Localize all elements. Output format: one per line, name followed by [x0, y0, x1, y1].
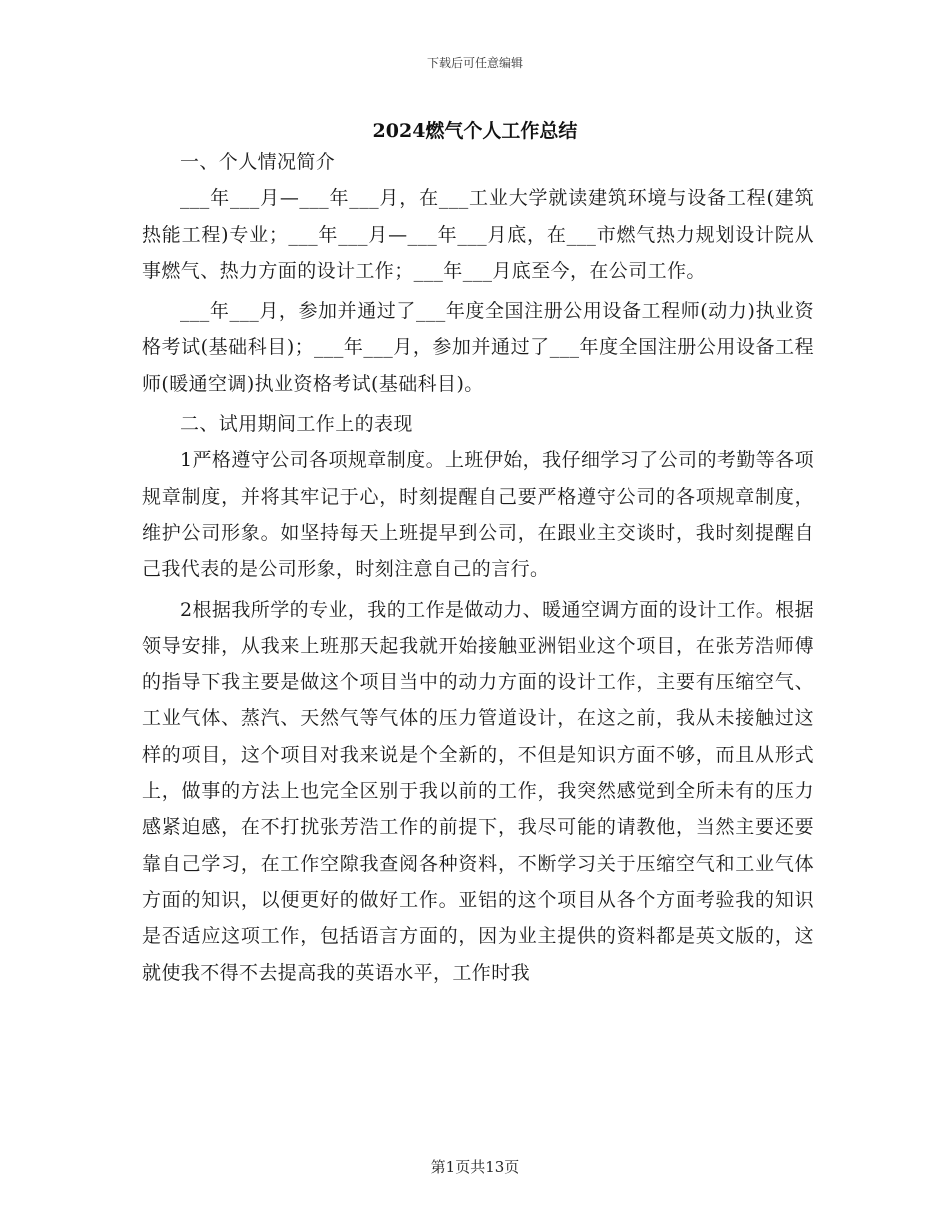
page-footer: 第1页共13页 [430, 1158, 520, 1176]
section-1-paragraph-2: ___年___月，参加并通过了___年度全国注册公用设备工程师(动力)执业资格考试(基础科目)；___年___月，参加并通过了___年度全国注册公用设备工程师(暖通空调)执业资格考试(基础科目)。 [142, 300, 814, 395]
section-2-heading: 二、试用期间工作上的表现 [180, 413, 413, 436]
document-body [142, 144, 814, 995]
section-1-paragraph-1: ___年___月—___年___月，在___工业大学就读建筑环境与设备工程(建筑热能工程)专业；___年___月—___年___月底，在___市燃气热力规划设计院从事燃气、热力方面的设计工作；___年___月底至今，在公司工作。 [142, 187, 814, 282]
header-note: 下载后可任意编辑 [426, 56, 523, 70]
section-2-paragraph-1: 1严格遵守公司各项规章制度。上班伊始，我仔细学习了公司的考勤等各项规章制度，并将其牢记于心，时刻提醒自己要严格遵守公司的各项规章制度，维护公司形象。如坚持每天上班提早到公司，在跟业主交谈时，我时刻提醒自己我代表的是公司形象，时刻注意自己的言行。 [142, 449, 814, 581]
section-2-paragraph-2: 2根据我所学的专业，我的工作是做动力、暖通空调方面的设计工作。根据领导安排，从我来上班那天起我就开始接触亚洲铝业这个项目，在张芳浩师傅的指导下我主要是做这个项目当中的动力方面的设计工作，主要有压缩空气、工业气体、蒸汽、天然气等气体的压力管道设计，在这之前，我从未接触过这样的项目，这个项目对我来说是个全新的，不但是知识方面不够，而且从形式上，做事的方法上也完全区别于我以前的工作，我突然感觉到全所未有的压力感紧迫感，在不打扰张芳浩工作的前提下，我尽可能的请教他，当然主要还要靠自己学习，在工作空隙我查阅各种资料，不断学习关于压缩空气和工业气体方面的知识，以便更好的做好工作。亚铝的这个项目从各个方面考验我的知识是否适应这项工作，包括语言方面的，因为业主提供的资料都是英文版的，这就使我不得不去提高我的英语水平，工作时我 [142, 598, 814, 984]
section-1-heading: 一、个人情况简介 [180, 151, 336, 173]
document-title: 2024燃气个人工作总结 [372, 120, 578, 142]
